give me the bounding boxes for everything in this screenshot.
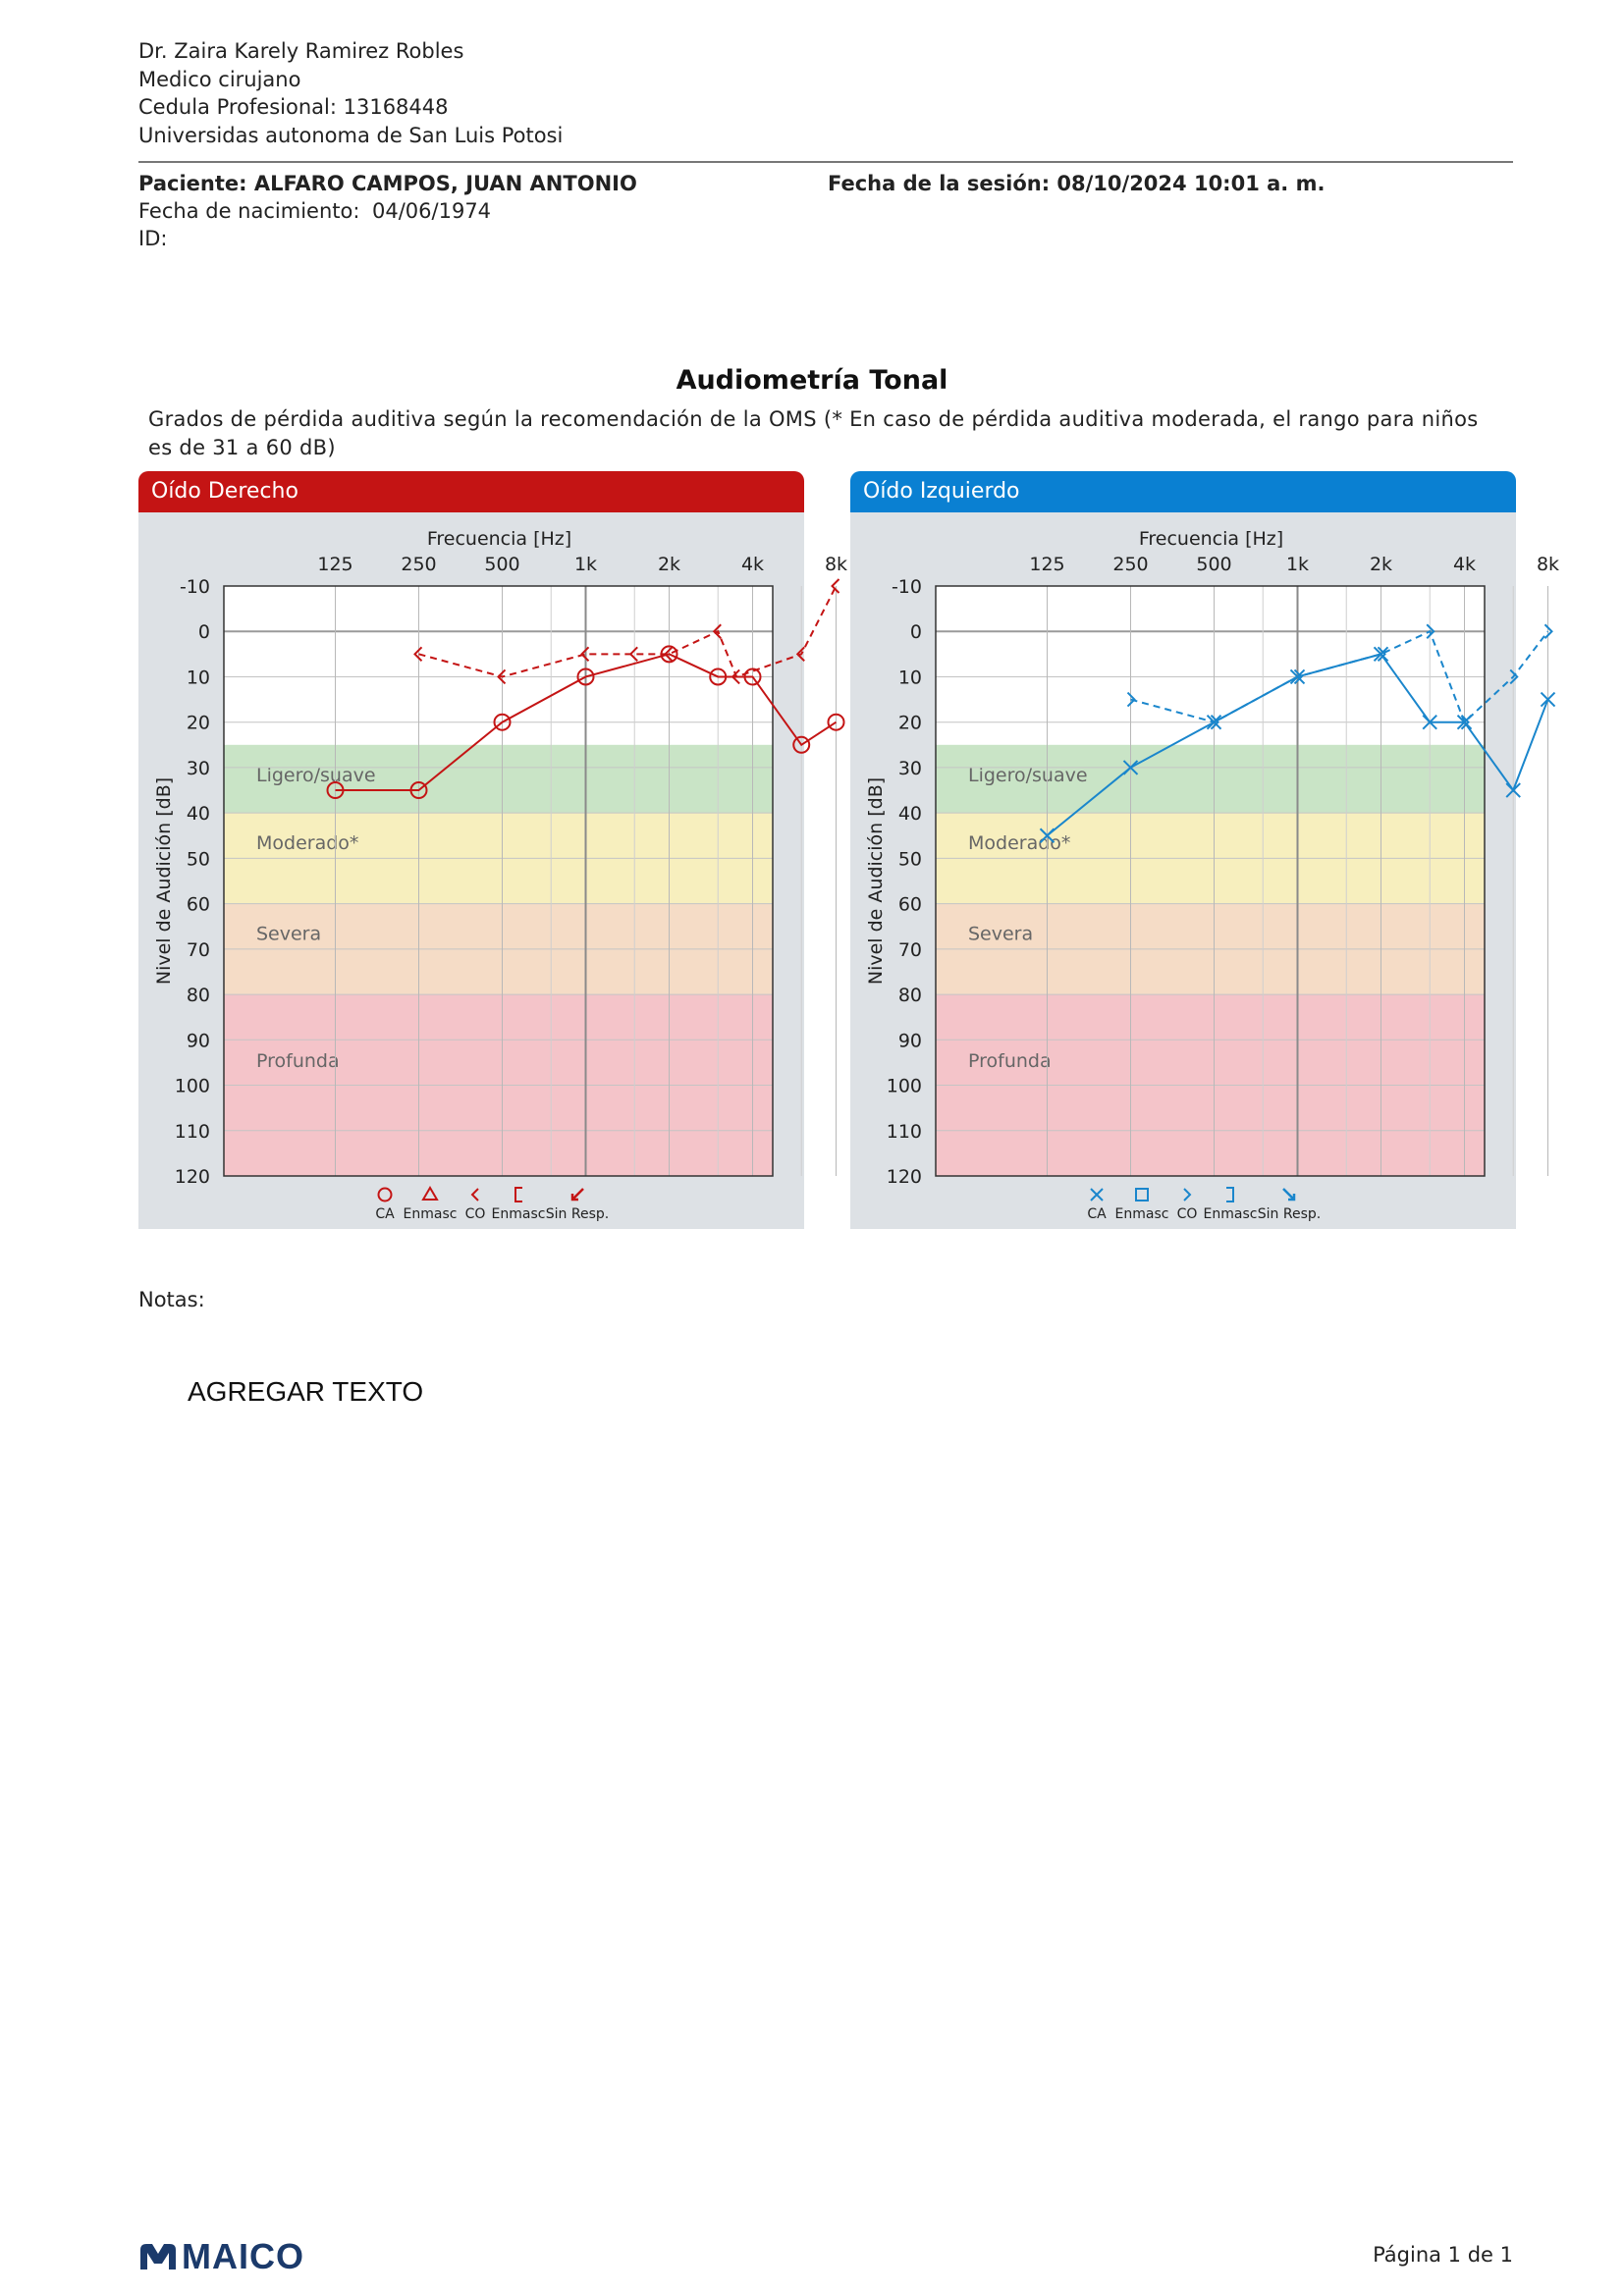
y-tick-label: 10 [186, 667, 210, 689]
legend-label: CO [1176, 1206, 1198, 1222]
doctor-name: Dr. Zaira Karely Ramirez Robles [138, 39, 464, 63]
band-label: Moderado* [256, 832, 359, 855]
y-tick-label: 110 [886, 1120, 922, 1143]
x-tick-label: 1k [1285, 554, 1310, 575]
legend-ca-icon [379, 1189, 392, 1201]
y-axis-label: Nivel de Audición [dB] [153, 776, 175, 986]
y-tick-label: 40 [897, 803, 922, 826]
y-tick-label: 70 [897, 938, 922, 961]
right-ear-header: Oído Derecho [138, 471, 804, 512]
legend-co-icon [1184, 1189, 1190, 1201]
x-tick-label: 500 [484, 554, 520, 575]
doctor-info [138, 37, 563, 149]
legend-label: Sin Resp. [545, 1206, 610, 1222]
y-tick-label: 120 [886, 1166, 922, 1188]
y-tick-label: 0 [197, 621, 210, 644]
patient-name: Paciente: ALFARO CAMPOS, JUAN ANTONIO [138, 172, 637, 195]
legend-co-masked-icon [515, 1188, 522, 1201]
y-tick-label: 10 [897, 667, 922, 689]
y-tick-label: 90 [186, 1030, 210, 1052]
y-tick-label: 50 [186, 848, 210, 871]
y-axis-label: Nivel de Audición [dB] [865, 776, 887, 986]
band-label: Profunda [968, 1050, 1052, 1073]
y-tick-label: 30 [186, 757, 210, 779]
right-ear-panel [138, 471, 848, 1229]
legend-co-masked-icon [1226, 1188, 1233, 1201]
doctor-title: Medico cirujano [138, 67, 301, 91]
legend-label: CA [375, 1206, 395, 1222]
brand-name: MAICO [182, 2236, 304, 2276]
legend-label: Enmasc [491, 1206, 546, 1222]
y-tick-label: 50 [897, 848, 922, 871]
x-tick-label: 500 [1196, 554, 1232, 575]
y-tick-label: 80 [186, 985, 210, 1007]
right-ear-audiogram [138, 471, 848, 1229]
notes-text[interactable]: AGREGAR TEXTO [188, 1376, 424, 1407]
x-tick-label: 4k [1452, 554, 1477, 575]
y-tick-label: 20 [186, 712, 210, 734]
band-label: Severa [256, 923, 322, 945]
x-tick-label: 125 [317, 554, 353, 575]
band-label: Moderado* [968, 832, 1071, 855]
legend-ca-icon [1091, 1189, 1103, 1201]
band-label: Ligero/suave [968, 764, 1088, 786]
x-tick-label: 250 [1112, 554, 1149, 575]
legend-masked-icon [423, 1188, 437, 1200]
session-date: Fecha de la sesión: 08/10/2024 10:01 a. m. [828, 172, 1326, 195]
y-tick-label: 120 [174, 1166, 210, 1188]
y-tick-label: 80 [897, 985, 922, 1007]
x-tick-label: 125 [1029, 554, 1065, 575]
page-number: Página 1 de 1 [1373, 2243, 1513, 2267]
legend-label: Enmasc [1114, 1206, 1169, 1222]
header-divider [138, 161, 1513, 163]
id-label: ID: [138, 227, 168, 250]
left-ear-panel [850, 471, 1560, 1229]
legend-label: CO [464, 1206, 486, 1222]
y-tick-label: 70 [186, 938, 210, 961]
band-label: Profunda [256, 1050, 340, 1073]
x-tick-label: 250 [401, 554, 437, 575]
y-tick-label: 100 [174, 1075, 210, 1097]
legend-label: Enmasc [403, 1206, 458, 1222]
x-axis-label: Frecuencia [Hz] [1138, 528, 1284, 550]
y-tick-label: 30 [897, 757, 922, 779]
report-subtitle: Grados de pérdida auditiva según la recomendación de la OMS (* En caso de pérdida auditiva moderada, el rango para niños es de 31 a 60 dB) [148, 407, 1479, 459]
x-tick-label: 4k [740, 554, 765, 575]
x-tick-label: 8k [1536, 554, 1560, 575]
left-ear-header: Oído Izquierdo [850, 471, 1516, 512]
x-tick-label: 1k [573, 554, 598, 575]
x-tick-label: 2k [657, 554, 681, 575]
y-tick-label: 40 [186, 803, 210, 826]
x-tick-label: 8k [824, 554, 848, 575]
legend-label: Enmasc [1203, 1206, 1258, 1222]
x-axis-label: Frecuencia [Hz] [426, 528, 572, 550]
y-tick-label: 90 [897, 1030, 922, 1052]
y-tick-label: -10 [179, 576, 210, 598]
dob-value: 04/06/1974 [372, 199, 492, 223]
notes-label: Notas: [138, 1288, 205, 1311]
y-tick-label: 0 [909, 621, 922, 644]
band-label: Severa [968, 923, 1034, 945]
x-tick-label: 2k [1369, 554, 1393, 575]
y-tick-label: 20 [897, 712, 922, 734]
legend-no-response-icon [1283, 1189, 1294, 1200]
left-ear-audiogram [850, 471, 1560, 1229]
legend-no-response-icon [572, 1189, 583, 1200]
y-tick-label: 100 [886, 1075, 922, 1097]
y-tick-label: 60 [186, 893, 210, 916]
y-tick-label: -10 [891, 576, 922, 598]
dob-label: Fecha de nacimiento: [138, 199, 360, 223]
y-tick-label: 60 [897, 893, 922, 916]
legend-label: CA [1087, 1206, 1107, 1222]
legend-label: Sin Resp. [1257, 1206, 1322, 1222]
band-label: Ligero/suave [256, 764, 376, 786]
doctor-license: Cedula Profesional: 13168448 [138, 95, 449, 119]
maico-logo-icon [138, 2240, 178, 2273]
doctor-university: Universidas autonoma de San Luis Potosi [138, 123, 564, 147]
report-title: Audiometría Tonal [676, 365, 948, 396]
y-tick-label: 110 [174, 1120, 210, 1143]
legend-co-icon [472, 1189, 478, 1201]
legend-masked-icon [1136, 1189, 1148, 1201]
